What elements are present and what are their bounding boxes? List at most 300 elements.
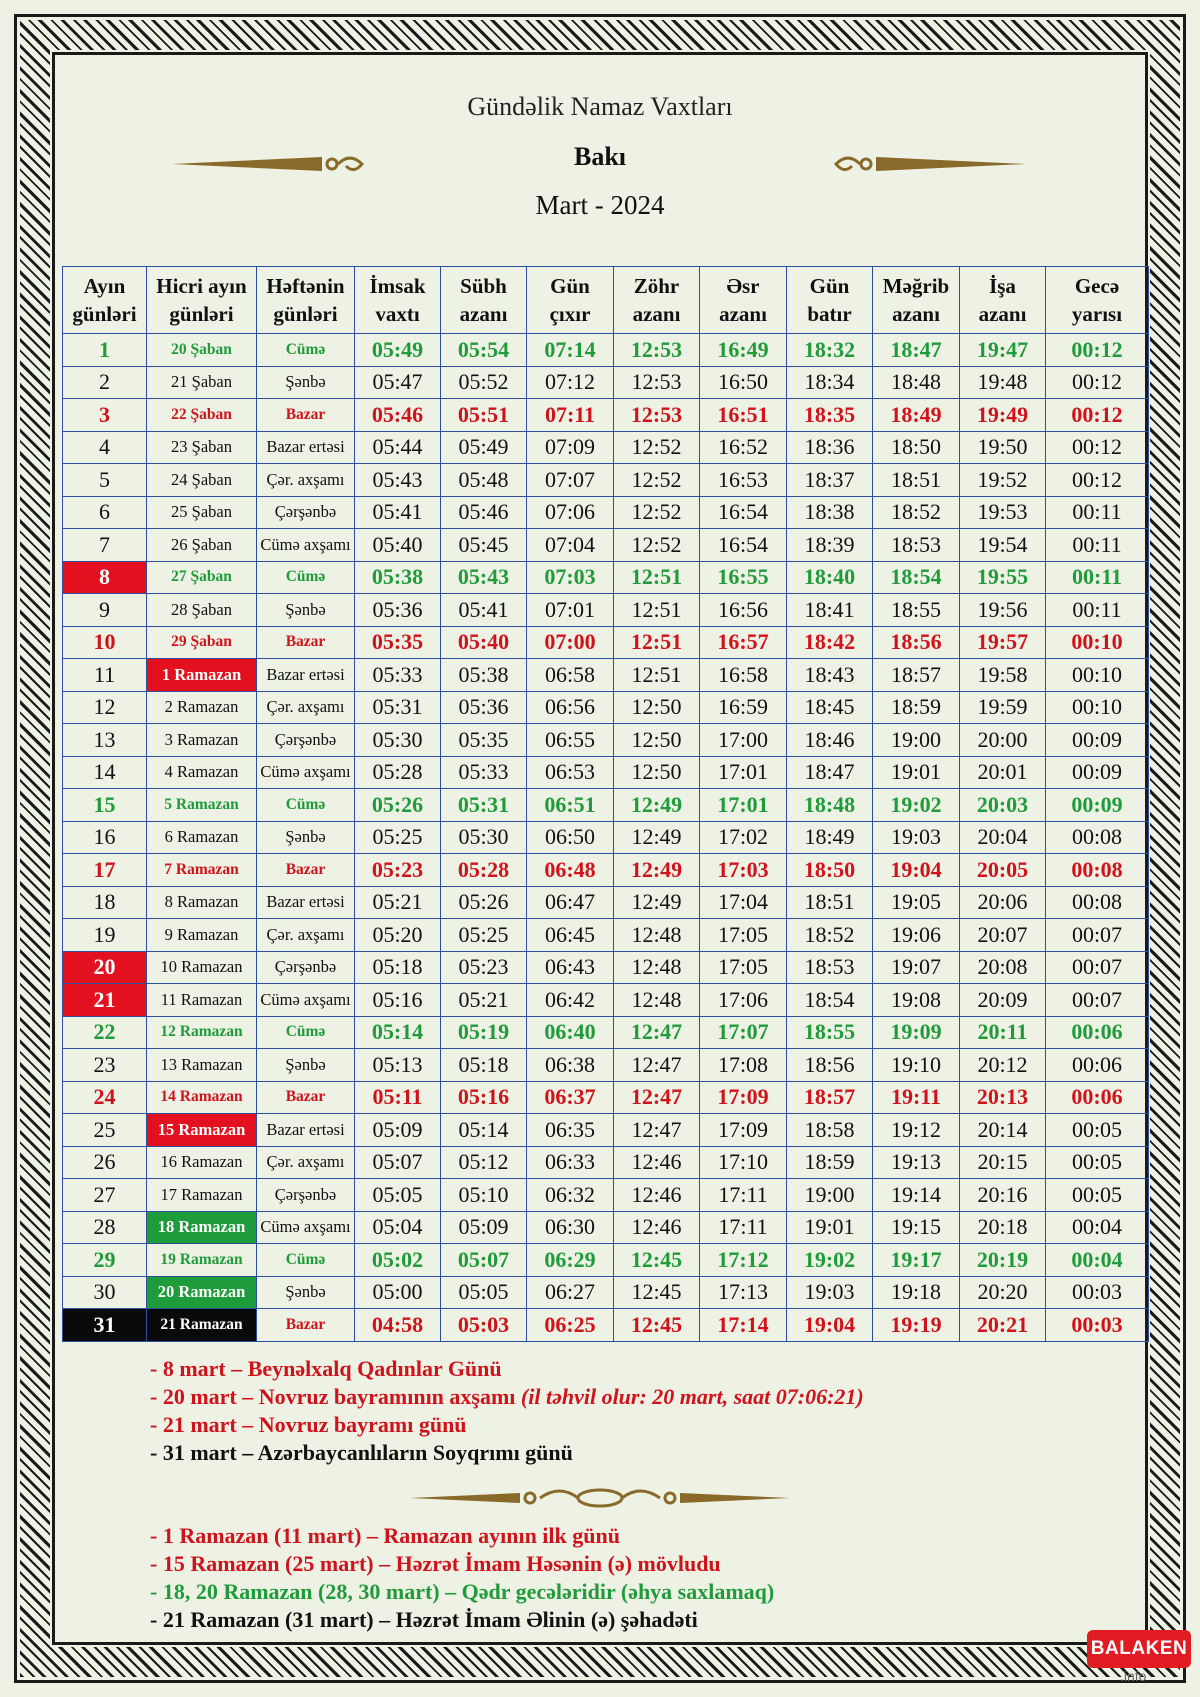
sunrise-cell: 06:56 [527,691,614,724]
imsak-cell: 05:18 [355,951,441,984]
note-text: - 8 mart – Beynəlxalq Qadınlar Günü [150,1356,502,1381]
watermark-sub: .info [1120,1668,1147,1684]
day-cell: 16 [63,821,147,854]
hijri-cell: 23 Şaban [147,431,257,464]
note-extra: (il təhvil olur: 20 mart, saat 07:06:21) [520,1384,864,1409]
subh-cell: 05:54 [441,334,527,367]
imsak-cell: 05:38 [355,561,441,594]
weekday-cell: Bazar ertəsi [257,886,355,919]
asr-cell: 17:02 [700,821,787,854]
asr-cell: 17:04 [700,886,787,919]
day-cell: 22 [63,1016,147,1049]
asr-cell: 17:05 [700,951,787,984]
subh-cell: 05:03 [441,1309,527,1342]
maghrib-cell: 18:53 [873,529,960,562]
subh-cell: 05:31 [441,789,527,822]
table-row [63,464,1149,497]
maghrib-cell: 19:18 [873,1276,960,1309]
hijri-cell: 24 Şaban [147,464,257,497]
subh-cell: 05:09 [441,1211,527,1244]
hijri-cell: 18 Ramazan [147,1211,257,1244]
sunset-cell: 18:48 [787,789,873,822]
table-row [63,1016,1149,1049]
note-line: - 18, 20 Ramazan (28, 30 mart) – Qədr gecələridir (əhya saxlamaq) [150,1579,775,1604]
asr-cell: 16:57 [700,626,787,659]
column-header-line: Əsr [726,274,760,298]
day-cell: 2 [63,366,147,399]
zohr-cell: 12:47 [614,1049,700,1082]
sunrise-cell: 06:53 [527,756,614,789]
table-row [63,1081,1149,1114]
note-line: - 1 Ramazan (11 mart) – Ramazan ayının ilk günü [150,1523,620,1548]
day-cell: 24 [63,1081,147,1114]
sunrise-cell: 06:45 [527,919,614,952]
table-row [63,1309,1149,1342]
table-row [63,756,1149,789]
zohr-cell: 12:48 [614,951,700,984]
midnight-cell: 00:06 [1046,1016,1149,1049]
sunset-cell: 18:52 [787,919,873,952]
sunrise-cell: 06:43 [527,951,614,984]
maghrib-cell: 19:14 [873,1179,960,1212]
midnight-cell: 00:09 [1046,724,1149,757]
asr-cell: 17:07 [700,1016,787,1049]
asr-cell: 16:55 [700,561,787,594]
subh-cell: 05:52 [441,366,527,399]
asr-cell: 16:54 [700,529,787,562]
sunrise-cell: 06:27 [527,1276,614,1309]
imsak-cell: 05:33 [355,659,441,692]
sunrise-cell: 06:25 [527,1309,614,1342]
column-header [960,267,1046,334]
sunrise-cell: 06:37 [527,1081,614,1114]
sunrise-cell: 06:33 [527,1146,614,1179]
weekday-cell: Çər. axşamı [257,919,355,952]
imsak-cell: 05:40 [355,529,441,562]
month-label: Mart - 2024 [535,190,665,220]
subh-cell: 05:12 [441,1146,527,1179]
table-row [63,1244,1149,1277]
day-cell: 8 [63,561,147,594]
zohr-cell: 12:49 [614,854,700,887]
sunrise-cell: 06:40 [527,1016,614,1049]
hijri-cell: 20 Ramazan [147,1276,257,1309]
sunset-cell: 18:56 [787,1049,873,1082]
zohr-cell: 12:52 [614,529,700,562]
table-row [63,496,1149,529]
hijri-cell: 15 Ramazan [147,1114,257,1147]
midnight-cell: 00:03 [1046,1276,1149,1309]
zohr-cell: 12:47 [614,1016,700,1049]
weekday-cell: Çər. axşamı [257,464,355,497]
table-row [63,1276,1149,1309]
maghrib-cell: 18:47 [873,334,960,367]
weekday-cell: Cümə [257,1016,355,1049]
sunrise-cell: 06:47 [527,886,614,919]
hijri-cell: 5 Ramazan [147,789,257,822]
asr-cell: 16:51 [700,399,787,432]
sunrise-cell: 06:35 [527,1114,614,1147]
subh-cell: 05:35 [441,724,527,757]
imsak-cell: 05:13 [355,1049,441,1082]
imsak-cell: 05:43 [355,464,441,497]
subh-cell: 05:48 [441,464,527,497]
sunrise-cell: 06:50 [527,821,614,854]
midnight-cell: 00:04 [1046,1244,1149,1277]
table-row [63,626,1149,659]
day-cell: 30 [63,1276,147,1309]
subh-cell: 05:28 [441,854,527,887]
table-row [63,1211,1149,1244]
sunrise-cell: 06:51 [527,789,614,822]
imsak-cell: 05:20 [355,919,441,952]
asr-cell: 17:08 [700,1049,787,1082]
zohr-cell: 12:47 [614,1114,700,1147]
midnight-cell: 00:12 [1046,366,1149,399]
hijri-cell: 8 Ramazan [147,886,257,919]
prayer-times-table [62,266,1149,1342]
sunset-cell: 18:39 [787,529,873,562]
note-line [150,1355,864,1383]
column-header-line: Gün [809,274,850,298]
sunset-cell: 18:57 [787,1081,873,1114]
column-header-line: azanı [459,302,508,326]
ornament-left-icon [172,152,372,176]
sunset-cell: 18:37 [787,464,873,497]
midnight-cell: 00:09 [1046,789,1149,822]
midnight-cell: 00:11 [1046,496,1149,529]
column-header [1046,267,1149,334]
midnight-cell: 00:07 [1046,984,1149,1017]
zohr-cell: 12:51 [614,626,700,659]
ornament-divider-icon [410,1485,790,1511]
table-row [63,1146,1149,1179]
note-line [150,1439,864,1467]
asr-cell: 17:10 [700,1146,787,1179]
asr-cell: 16:58 [700,659,787,692]
maghrib-cell: 18:50 [873,431,960,464]
isha-cell: 20:11 [960,1016,1046,1049]
subh-cell: 05:26 [441,886,527,919]
hijri-cell: 29 Şaban [147,626,257,659]
table-row [63,529,1149,562]
imsak-cell: 05:35 [355,626,441,659]
isha-cell: 19:47 [960,334,1046,367]
day-cell: 1 [63,334,147,367]
maghrib-cell: 19:17 [873,1244,960,1277]
weekday-cell: Bazar [257,1081,355,1114]
weekday-cell: Şənbə [257,1049,355,1082]
hijri-cell: 27 Şaban [147,561,257,594]
day-cell: 26 [63,1146,147,1179]
zohr-cell: 12:52 [614,496,700,529]
imsak-cell: 05:04 [355,1211,441,1244]
zohr-cell: 12:49 [614,886,700,919]
note-line: - 21 Ramazan (31 mart) – Həzrət İmam Əlinin (ə) şəhadəti [150,1607,698,1632]
maghrib-cell: 18:49 [873,399,960,432]
day-cell: 7 [63,529,147,562]
day-cell: 19 [63,919,147,952]
zohr-cell: 12:45 [614,1309,700,1342]
subh-cell: 05:30 [441,821,527,854]
day-cell: 31 [63,1309,147,1342]
subh-cell: 05:18 [441,1049,527,1082]
imsak-cell: 05:11 [355,1081,441,1114]
day-cell: 10 [63,626,147,659]
watermark-badge: BALAKEN [1087,1630,1191,1668]
asr-cell: 17:09 [700,1081,787,1114]
weekday-cell: Çərşənbə [257,724,355,757]
sunrise-cell: 07:14 [527,334,614,367]
isha-cell: 19:53 [960,496,1046,529]
asr-cell: 16:50 [700,366,787,399]
asr-cell: 16:52 [700,431,787,464]
sunrise-cell: 07:01 [527,594,614,627]
isha-cell: 20:08 [960,951,1046,984]
subh-cell: 05:16 [441,1081,527,1114]
sunset-cell: 18:32 [787,334,873,367]
asr-cell: 17:03 [700,854,787,887]
hijri-cell: 10 Ramazan [147,951,257,984]
zohr-cell: 12:46 [614,1146,700,1179]
subh-cell: 05:41 [441,594,527,627]
column-header [63,267,147,334]
weekday-cell: Cümə axşamı [257,984,355,1017]
sunrise-cell: 07:00 [527,626,614,659]
column-header-line: İmsak [369,274,426,298]
imsak-cell: 05:07 [355,1146,441,1179]
midnight-cell: 00:12 [1046,431,1149,464]
table-row [63,724,1149,757]
column-header-line: azanı [892,302,940,326]
isha-cell: 20:06 [960,886,1046,919]
asr-cell: 17:00 [700,724,787,757]
maghrib-cell: 18:48 [873,366,960,399]
asr-cell: 16:53 [700,464,787,497]
zohr-cell: 12:50 [614,691,700,724]
sunrise-cell: 06:30 [527,1211,614,1244]
asr-cell: 17:05 [700,919,787,952]
asr-cell: 17:01 [700,756,787,789]
midnight-cell: 00:08 [1046,886,1149,919]
imsak-cell: 05:47 [355,366,441,399]
isha-cell: 20:09 [960,984,1046,1017]
hijri-cell: 21 Ramazan [147,1309,257,1342]
zohr-cell: 12:51 [614,561,700,594]
day-cell: 3 [63,399,147,432]
column-header-line: Zöhr [633,274,680,298]
sunset-cell: 18:38 [787,496,873,529]
city-name: Bakı [573,142,627,171]
column-header [787,267,873,334]
column-header-line: batır [807,302,852,326]
hijri-cell: 19 Ramazan [147,1244,257,1277]
isha-cell: 19:52 [960,464,1046,497]
column-header [441,267,527,334]
ornament-right-icon [826,152,1026,176]
weekday-cell: Bazar [257,1309,355,1342]
zohr-cell: 12:47 [614,1081,700,1114]
sunset-cell: 18:34 [787,366,873,399]
sunset-cell: 18:40 [787,561,873,594]
asr-cell: 16:59 [700,691,787,724]
zohr-cell: 12:45 [614,1244,700,1277]
weekday-cell: Şənbə [257,1276,355,1309]
asr-cell: 16:54 [700,496,787,529]
zohr-cell: 12:50 [614,724,700,757]
sunrise-cell: 06:55 [527,724,614,757]
maghrib-cell: 19:13 [873,1146,960,1179]
zohr-cell: 12:49 [614,789,700,822]
asr-cell: 17:01 [700,789,787,822]
sunrise-cell: 06:58 [527,659,614,692]
table-row [63,984,1149,1017]
day-cell: 18 [63,886,147,919]
asr-cell: 17:12 [700,1244,787,1277]
maghrib-cell: 19:15 [873,1211,960,1244]
day-cell: 6 [63,496,147,529]
day-cell: 23 [63,1049,147,1082]
sunset-cell: 18:49 [787,821,873,854]
sunrise-cell: 06:42 [527,984,614,1017]
sunset-cell: 18:42 [787,626,873,659]
weekday-cell: Çər. axşamı [257,1146,355,1179]
column-header [873,267,960,334]
imsak-cell: 05:26 [355,789,441,822]
note-line [150,1411,864,1439]
subh-cell: 05:40 [441,626,527,659]
note-text: - 31 mart – Azərbaycanlıların Soyqrımı günü [150,1440,573,1465]
midnight-cell: 00:08 [1046,854,1149,887]
hijri-cell: 1 Ramazan [147,659,257,692]
isha-cell: 20:05 [960,854,1046,887]
imsak-cell: 05:36 [355,594,441,627]
day-cell: 28 [63,1211,147,1244]
maghrib-cell: 19:11 [873,1081,960,1114]
imsak-cell: 05:30 [355,724,441,757]
column-header-line: günləri [169,302,234,326]
sunset-cell: 18:59 [787,1146,873,1179]
subh-cell: 05:23 [441,951,527,984]
weekday-cell: Cümə [257,334,355,367]
day-cell: 4 [63,431,147,464]
zohr-cell: 12:51 [614,594,700,627]
sunset-cell: 18:58 [787,1114,873,1147]
column-header-line: Ayın [83,274,126,298]
note-line [150,1383,864,1411]
sunset-cell: 18:35 [787,399,873,432]
subh-cell: 05:05 [441,1276,527,1309]
weekday-cell: Bazar ertəsi [257,431,355,464]
sunrise-cell: 06:38 [527,1049,614,1082]
hijri-cell: 7 Ramazan [147,854,257,887]
weekday-cell: Cümə axşamı [257,529,355,562]
subh-cell: 05:33 [441,756,527,789]
sunrise-cell: 07:06 [527,496,614,529]
maghrib-cell: 18:55 [873,594,960,627]
note-text: - 21 mart – Novruz bayramı günü [150,1412,467,1437]
midnight-cell: 00:07 [1046,951,1149,984]
sunset-cell: 18:55 [787,1016,873,1049]
isha-cell: 20:15 [960,1146,1046,1179]
sunset-cell: 19:02 [787,1244,873,1277]
imsak-cell: 05:31 [355,691,441,724]
weekday-cell: Cümə [257,561,355,594]
day-cell: 15 [63,789,147,822]
maghrib-cell: 18:52 [873,496,960,529]
isha-cell: 19:58 [960,659,1046,692]
sunset-cell: 19:03 [787,1276,873,1309]
maghrib-cell: 19:06 [873,919,960,952]
isha-cell: 19:55 [960,561,1046,594]
sunset-cell: 18:45 [787,691,873,724]
column-header-line: azanı [978,302,1027,326]
isha-cell: 20:16 [960,1179,1046,1212]
midnight-cell: 00:07 [1046,919,1149,952]
zohr-cell: 12:51 [614,659,700,692]
midnight-cell: 00:11 [1046,594,1149,627]
subh-cell: 05:36 [441,691,527,724]
weekday-cell: Cümə axşamı [257,1211,355,1244]
sunrise-cell: 07:11 [527,399,614,432]
subh-cell: 05:51 [441,399,527,432]
table-row [63,561,1149,594]
hijri-cell: 16 Ramazan [147,1146,257,1179]
maghrib-cell: 19:12 [873,1114,960,1147]
weekday-cell: Bazar ertəsi [257,1114,355,1147]
hijri-cell: 22 Şaban [147,399,257,432]
isha-cell: 20:20 [960,1276,1046,1309]
hijri-cell: 13 Ramazan [147,1049,257,1082]
isha-cell: 20:04 [960,821,1046,854]
weekday-cell: Cümə [257,789,355,822]
table-row [63,951,1149,984]
table-row [63,1179,1149,1212]
midnight-cell: 00:10 [1046,626,1149,659]
subh-cell: 05:38 [441,659,527,692]
isha-cell: 20:00 [960,724,1046,757]
hijri-cell: 20 Şaban [147,334,257,367]
day-cell: 29 [63,1244,147,1277]
imsak-cell: 05:23 [355,854,441,887]
subh-cell: 05:49 [441,431,527,464]
sunset-cell: 18:41 [787,594,873,627]
weekday-cell: Bazar [257,626,355,659]
asr-cell: 17:06 [700,984,787,1017]
column-header-line: Həftənin [266,274,345,298]
maghrib-cell: 19:02 [873,789,960,822]
weekday-cell: Cümə [257,1244,355,1277]
column-header-line: azanı [719,302,767,326]
table-header-row [63,267,1149,334]
table-row [63,431,1149,464]
imsak-cell: 05:02 [355,1244,441,1277]
sunrise-cell: 06:32 [527,1179,614,1212]
imsak-cell: 05:14 [355,1016,441,1049]
column-header [614,267,700,334]
imsak-cell: 05:44 [355,431,441,464]
zohr-cell: 12:49 [614,821,700,854]
table-row [63,919,1149,952]
isha-cell: 19:59 [960,691,1046,724]
subh-cell: 05:07 [441,1244,527,1277]
sunrise-cell: 07:03 [527,561,614,594]
zohr-cell: 12:53 [614,366,700,399]
midnight-cell: 00:05 [1046,1146,1149,1179]
day-cell: 14 [63,756,147,789]
day-cell: 9 [63,594,147,627]
table-row [63,691,1149,724]
